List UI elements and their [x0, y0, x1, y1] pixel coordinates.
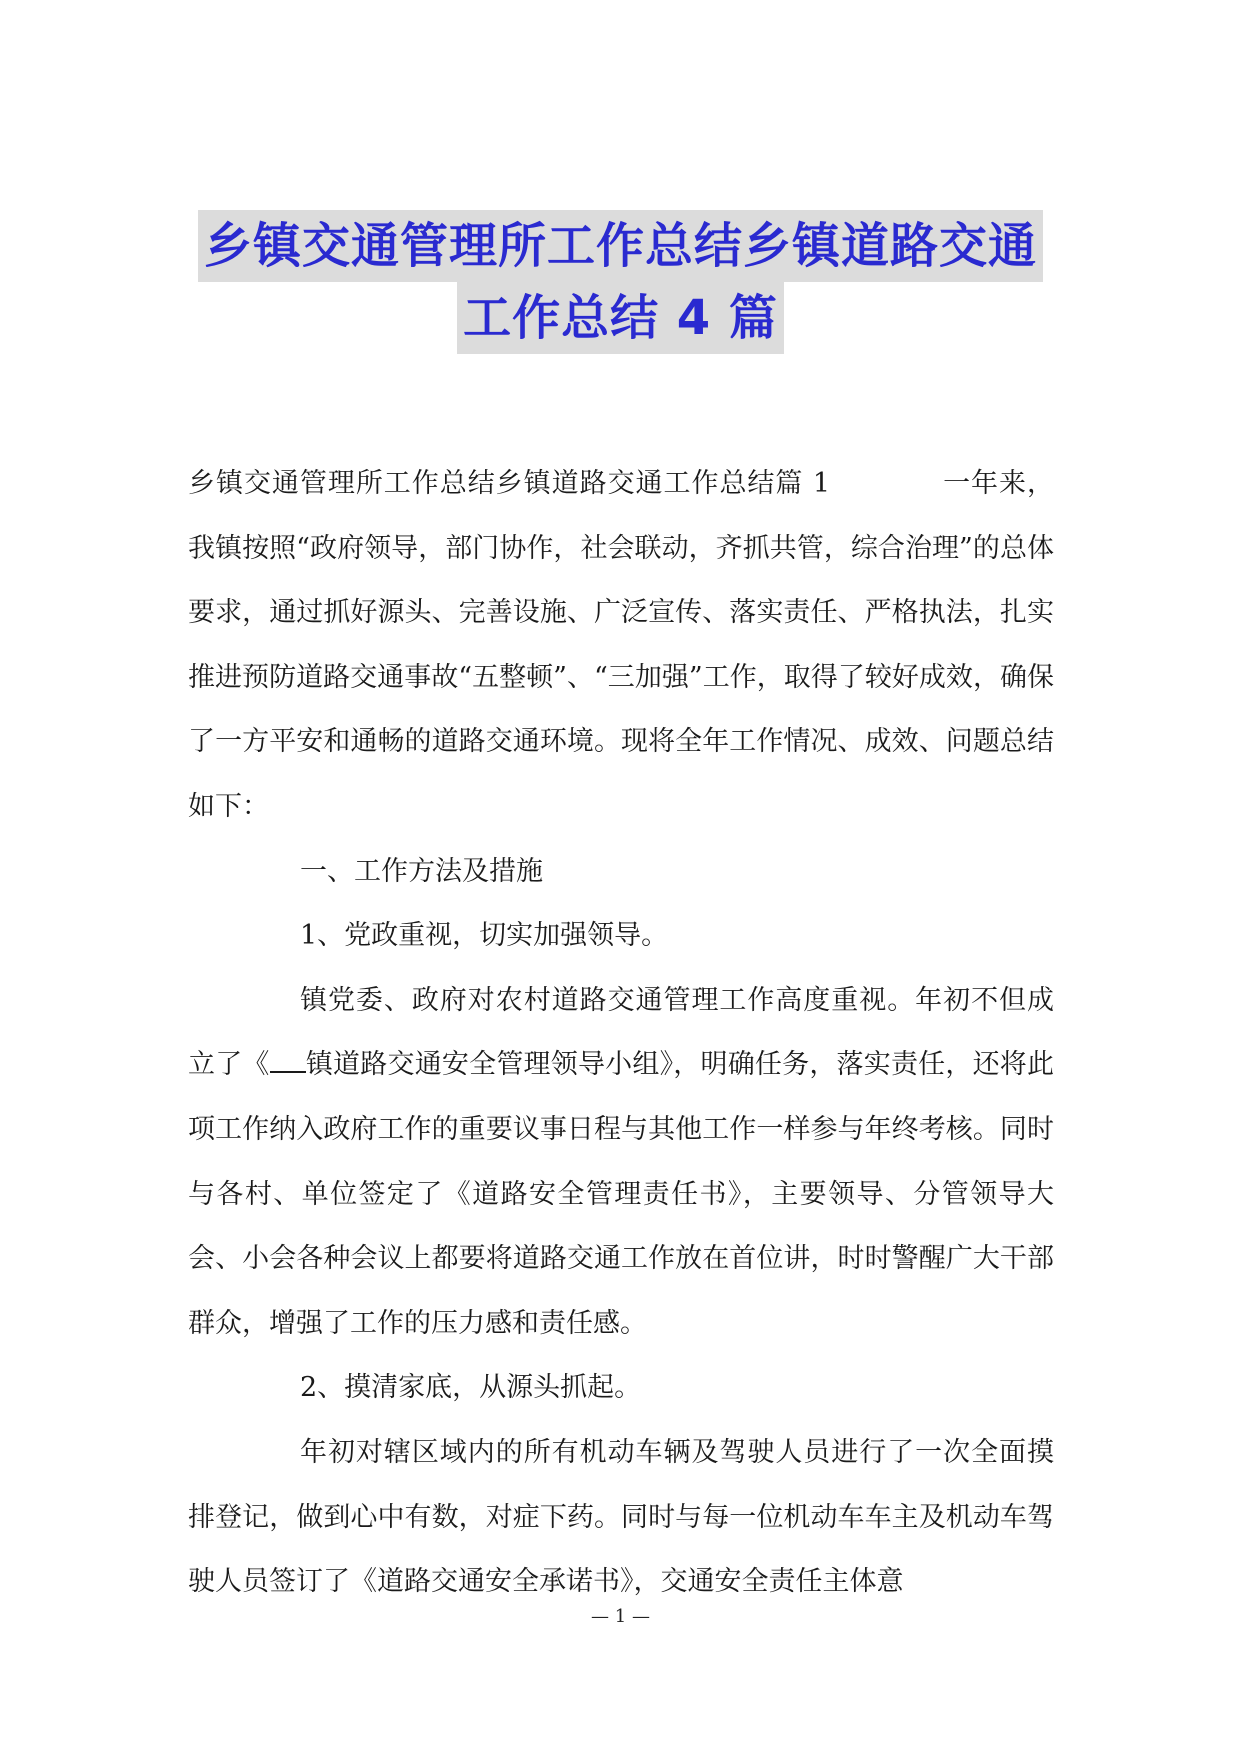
section-heading-methods: 一、工作方法及措施 — [300, 855, 543, 887]
section-lead: 乡镇交通管理所工作总结乡镇道路交通工作总结篇 1 — [188, 468, 831, 499]
paragraph-source: 年初对辖区域内的所有机动车辆及驾驶人员进行了一次全面摸排登记，做到心中有数，对症下药。同时与每一位机动车车主及机动车驾驶人员签订了《道路交通安全承诺书》，交通安全责任主体意 — [188, 1436, 1054, 1598]
paragraph-leadership — [188, 969, 1054, 1357]
leadership-text-before: 镇党委、政府对农村道路交通管理工作高度重视。年初不但成立了《 — [188, 984, 1054, 1081]
intro-text: 一年来，我镇按照“政府领导，部门协作，社会联动，齐抓共管，综合治理”的总体要求，通过抓好源头、完善设施、广泛宣传、落实责任、严格执法，扎实推进预防道路交通事故“五整顿”、“三加强”工作，取得了较好成效，确保了一方平安和通畅的道路交通环境。现将全年工作情况、成效、问题总结如下： — [188, 468, 1054, 822]
paragraph-intro — [188, 452, 1054, 840]
document-title — [0, 210, 1241, 354]
subheading-source: 2、摸清家底，从源头抓起。 — [300, 1372, 642, 1404]
subheading-leadership: 1、党政重视，切实加强领导。 — [300, 920, 669, 952]
page-number: — 1 — — [591, 1606, 650, 1627]
title-line-1: 乡镇交通管理所工作总结乡镇道路交通 — [198, 210, 1043, 282]
document-body — [188, 452, 1054, 1615]
title-line-2: 工作总结 4 篇 — [457, 282, 784, 354]
leadership-text-after: 镇道路交通安全管理领导小组》，明确任务，落实责任，还将此项工作纳入政府工作的重要议事日程与其他工作一样参与年终考核。同时与各村、单位签定了《道路安全管理责任书》，主要领导、分管领导大会、小会各种会议上都要将道路交通工作放在首位讲，时时警醒广大干部群众，增强了工作的压力感和责任感。 — [188, 1049, 1055, 1339]
fill-in-blank — [270, 1049, 306, 1073]
